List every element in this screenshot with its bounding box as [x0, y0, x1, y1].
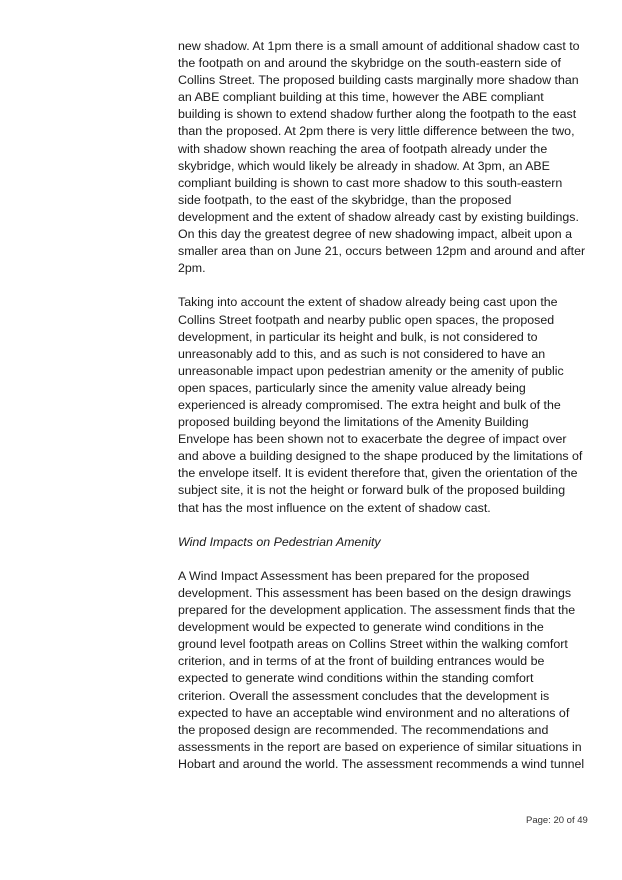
text-line: expected to generate wind conditions within the standing comfort: [178, 671, 534, 686]
paragraph-gap: [178, 517, 586, 534]
paragraph-gap: [178, 551, 586, 568]
text-line: 2pm.: [178, 261, 206, 276]
text-line: Hobart and around the world. The assessment recommends a wind tunnel: [178, 756, 585, 771]
text-line: proposed building beyond the limitations of the Amenity Building: [178, 415, 529, 430]
document-body: [178, 38, 586, 773]
text-line: than the proposed. At 2pm there is very little difference between the two,: [178, 124, 575, 139]
text-line: an ABE compliant building at this time, however the ABE compliant: [178, 90, 544, 105]
text-line: new shadow. At 1pm there is a small amount of additional shadow cast to: [178, 39, 580, 53]
text-line: assessments in the report are based on experience of similar situations in: [178, 739, 582, 754]
text-line: the proposed design are recommended. The recommendations and: [178, 722, 549, 737]
text-line: unreasonable impact upon pedestrian amenity or the amenity of public: [178, 363, 564, 378]
text-line: Collins Street footpath and nearby public open spaces, the proposed: [178, 312, 555, 327]
text-line: criterion. Overall the assessment concludes that the development is: [178, 688, 550, 703]
text-line: Taking into account the extent of shadow already being cast upon the: [178, 295, 558, 310]
text-line: Envelope has been shown not to exacerbate the degree of impact over: [178, 432, 567, 447]
text-line: building is shown to extend shadow further along the footpath to the east: [178, 107, 577, 122]
text-line: unreasonably add to this, and as such is not considered to have an: [178, 346, 546, 361]
text-line: Collins Street. The proposed building casts marginally more shadow than: [178, 73, 579, 88]
text-line: smaller area than on June 21, occurs between 12pm and around and after: [178, 244, 586, 259]
text-line: skybridge, which would likely be already in shadow. At 3pm, an ABE: [178, 158, 550, 173]
paragraph-gap: [178, 277, 586, 294]
text-line: development. This assessment has been based on the design drawings: [178, 586, 572, 600]
text-line: compliant building is shown to cast more shadow to this south-eastern: [178, 175, 563, 190]
text-line: Wind Impacts on Pedestrian Amenity: [178, 534, 381, 549]
body-paragraph: [178, 294, 586, 516]
text-line: A Wind Impact Assessment has been prepared for the proposed: [178, 568, 530, 583]
page-number: Page: 20 of 49: [526, 815, 588, 826]
text-line: and above a building designed to the shape produced by the limitations of: [178, 449, 583, 464]
text-line: development would be expected to generate wind conditions in the: [178, 620, 544, 635]
text-line: experienced is already compromised. The extra height and bulk of the: [178, 397, 561, 412]
text-line: that has the most influence on the extent of shadow cast.: [178, 500, 491, 515]
text-line: On this day the greatest degree of new shadowing impact, albeit upon a: [178, 227, 572, 242]
text-line: the footpath on and around the skybridge on the south-eastern side of: [178, 56, 562, 71]
text-line: the envelope itself. It is evident therefore that, given the orientation of the: [178, 466, 578, 481]
text-line: criterion, and in terms of at the front of building entrances would be: [178, 654, 545, 669]
text-line: development, in particular its height and bulk, is not considered to: [178, 329, 538, 344]
text-line: ground level footpath areas on Collins Street within the walking comfort: [178, 637, 568, 652]
text-line: open spaces, particularly since the amenity value already being: [178, 380, 526, 395]
text-line: side footpath, to the east of the skybridge, than the proposed: [178, 192, 512, 207]
text-line: with shadow shown reaching the area of footpath already under the: [178, 141, 548, 156]
text-line: development and the extent of shadow already cast by existing buildings.: [178, 209, 579, 224]
body-paragraph: [178, 568, 586, 773]
body-paragraph: [178, 38, 586, 277]
text-line: subject site, it is not the height or forward bulk of the proposed building: [178, 483, 566, 498]
text-line: expected to have an acceptable wind environment and no alterations of: [178, 705, 570, 720]
section-heading: [178, 534, 586, 551]
text-line: prepared for the development application. The assessment finds that the: [178, 603, 576, 618]
